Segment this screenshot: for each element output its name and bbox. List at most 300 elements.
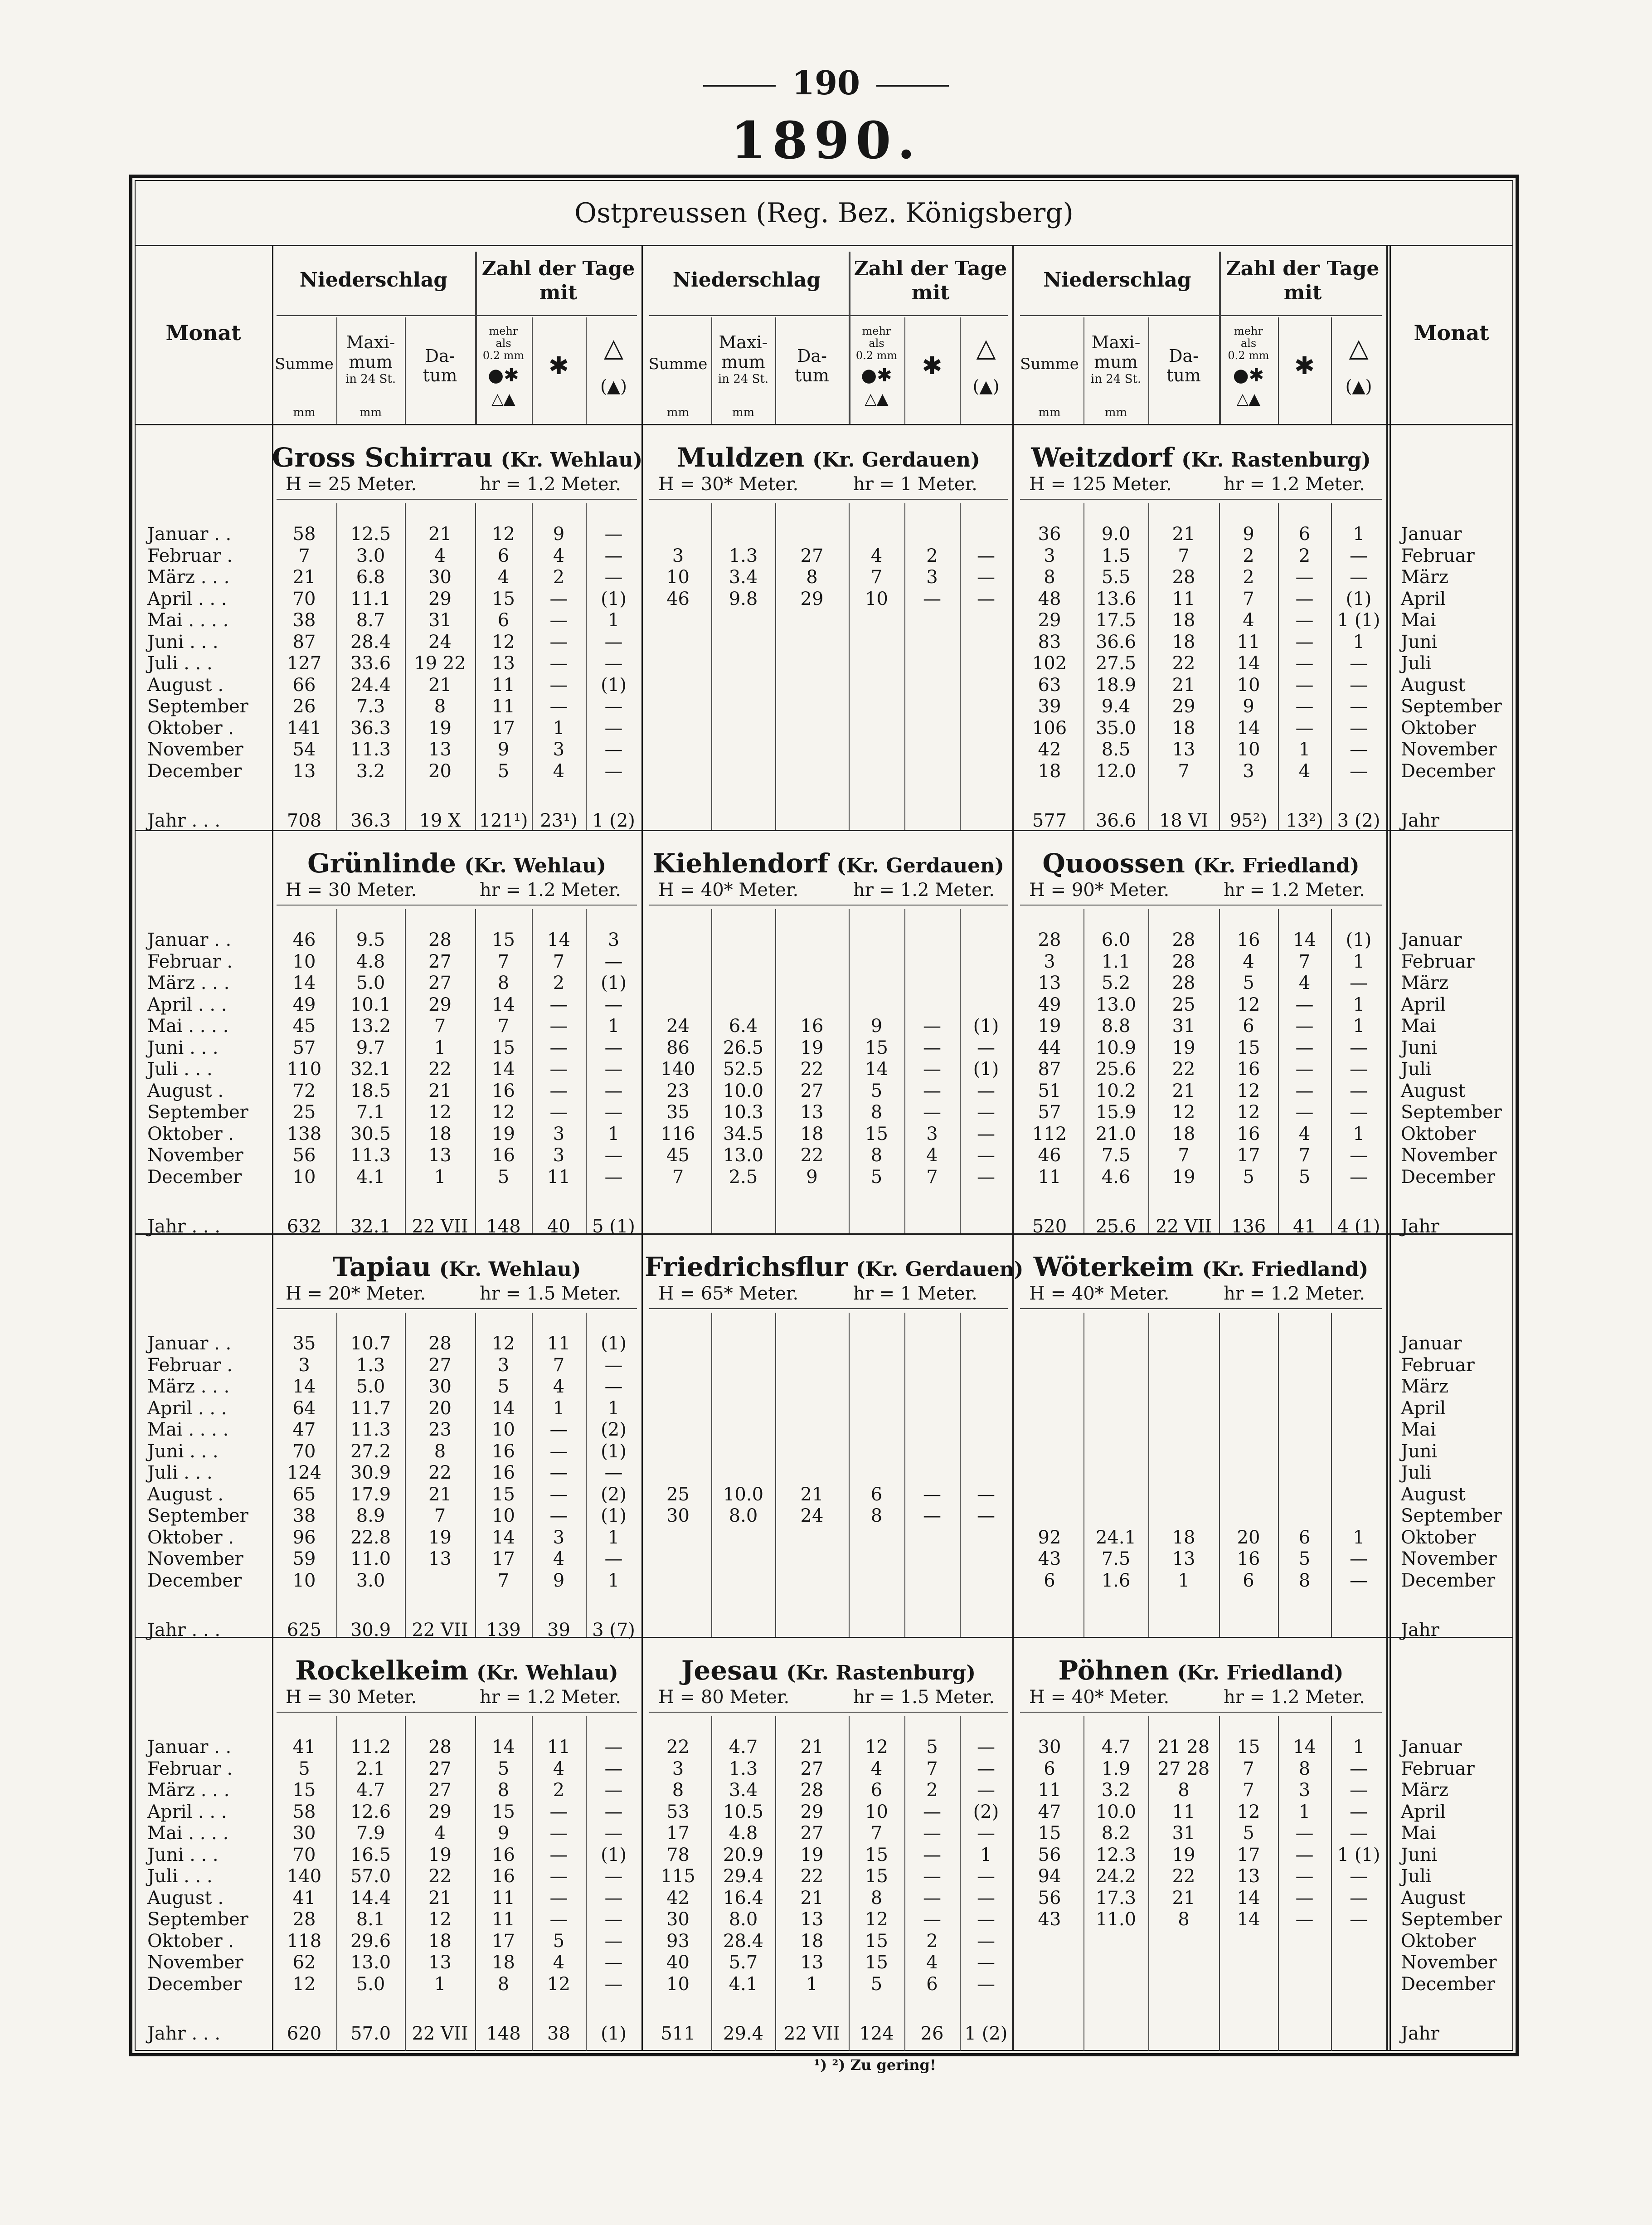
table-cell: — bbox=[604, 524, 623, 545]
mehr-als-1: mehr bbox=[1234, 325, 1263, 337]
table-cell: 5 bbox=[553, 1930, 565, 1952]
station-title bbox=[645, 1655, 1012, 1686]
station-height: H = 80 Meter. bbox=[658, 1687, 790, 1708]
month-label-right: September bbox=[1401, 1909, 1502, 1930]
month-label: Februar . bbox=[147, 1758, 233, 1779]
table-cell: (1) bbox=[601, 973, 627, 993]
monat-header-right: Monat bbox=[1414, 321, 1489, 345]
table-cell: 14 bbox=[492, 1397, 515, 1419]
data-col-line bbox=[960, 1313, 961, 1637]
table-cell: 12 bbox=[492, 631, 515, 652]
station-title bbox=[272, 1251, 641, 1282]
table-cell: — bbox=[977, 1973, 995, 1995]
month-label-right: Juni bbox=[1401, 1844, 1438, 1865]
jahr-cell: 22 VII bbox=[412, 1216, 468, 1237]
table-cell: 6 bbox=[926, 1973, 938, 1995]
table-cell: 8 bbox=[1298, 1758, 1311, 1779]
table-cell: (1) bbox=[973, 1016, 999, 1037]
table-cell: 21 bbox=[428, 1887, 452, 1909]
jahr-label: Jahr . . . bbox=[147, 1216, 221, 1237]
table-cell: 45 bbox=[292, 1016, 316, 1037]
table-cell: 22 bbox=[428, 1059, 452, 1080]
table-cell: 15 bbox=[865, 1930, 888, 1952]
table-cell: 3 bbox=[553, 1527, 565, 1548]
month-label: Februar . bbox=[147, 1354, 233, 1376]
table-cell: 27.2 bbox=[350, 1441, 391, 1462]
table-cell: 15 bbox=[865, 1123, 888, 1144]
station-title bbox=[272, 848, 641, 879]
month-label-right: Mai bbox=[1401, 610, 1436, 631]
table-cell: — bbox=[977, 1737, 995, 1758]
table-cell: 7.5 bbox=[1101, 1548, 1131, 1569]
table-cell: 58 bbox=[292, 524, 316, 545]
zahl-tage-header: Zahl der Tage bbox=[1226, 257, 1380, 280]
jahr-cell: 30.9 bbox=[350, 1620, 391, 1641]
table-cell: 13 bbox=[428, 1952, 452, 1973]
table-cell: 5 bbox=[870, 1973, 883, 1995]
zahl-tage-header-mit: mit bbox=[911, 281, 950, 304]
table-cell: — bbox=[923, 1037, 941, 1058]
table-cell: 29 bbox=[428, 994, 452, 1015]
jahr-cell: 121¹) bbox=[479, 810, 528, 831]
station-subheader-line bbox=[277, 499, 637, 500]
table-cell: — bbox=[1295, 1866, 1314, 1887]
month-label: Juli . . . bbox=[147, 653, 213, 674]
table-cell: 3 bbox=[926, 1123, 938, 1144]
table-cell: 6 bbox=[1243, 1570, 1254, 1591]
table-cell: 8 bbox=[1178, 1780, 1190, 1801]
table-cell: 8 bbox=[870, 1145, 883, 1166]
table-cell: 8 bbox=[1044, 567, 1055, 588]
table-cell: 12.3 bbox=[1095, 1844, 1137, 1865]
table-cell: 13 bbox=[1237, 1866, 1260, 1887]
table-cell: (1) bbox=[601, 1505, 627, 1526]
table-cell: 17 bbox=[492, 717, 515, 739]
month-label: April . . . bbox=[147, 1397, 227, 1419]
table-cell: 14 bbox=[1237, 1887, 1260, 1909]
table-cell: 8.2 bbox=[1101, 1823, 1131, 1844]
table-cell: — bbox=[1350, 1080, 1368, 1101]
month-label-right: Februar bbox=[1401, 545, 1475, 566]
table-cell: 19 bbox=[1172, 1844, 1195, 1865]
table-cell: — bbox=[977, 1758, 995, 1779]
table-cell: 1 bbox=[806, 1973, 818, 1995]
table-cell: 8.1 bbox=[356, 1909, 385, 1930]
gauge-height: hr = 1.2 Meter. bbox=[480, 1687, 621, 1708]
table-cell: 14 bbox=[292, 1376, 316, 1397]
table-cell: — bbox=[549, 1037, 568, 1058]
table-cell: 6.8 bbox=[356, 567, 385, 588]
jahr-cell: 708 bbox=[287, 810, 322, 831]
table-cell: 18.5 bbox=[350, 1080, 391, 1101]
block-end-line-3 bbox=[1386, 245, 1388, 2051]
table-cell: 7 bbox=[298, 545, 310, 566]
table-cell: 12 bbox=[1172, 1102, 1195, 1123]
table-cell: 17 bbox=[492, 1930, 515, 1952]
table-cell: 3 bbox=[553, 1145, 565, 1166]
month-label-right: September bbox=[1401, 1505, 1502, 1526]
table-cell: 20 bbox=[1237, 1527, 1260, 1548]
maximum-header-3: in 24 St. bbox=[1090, 372, 1142, 386]
mehr-als-2: als bbox=[496, 337, 511, 350]
table-cell: 13 bbox=[1038, 973, 1061, 993]
table-cell: 5 bbox=[497, 1166, 510, 1188]
month-label-right: Mai bbox=[1401, 1823, 1436, 1844]
table-cell: 8 bbox=[672, 1780, 684, 1801]
block-end-line-1 bbox=[641, 245, 643, 2051]
table-cell: — bbox=[549, 588, 568, 609]
table-cell: 8 bbox=[1178, 1909, 1190, 1930]
table-cell: — bbox=[1350, 717, 1368, 739]
table-cell: 9 bbox=[1243, 524, 1254, 545]
jahr-label: Jahr . . . bbox=[147, 810, 221, 831]
table-cell: 19 bbox=[1172, 1037, 1195, 1058]
table-cell: 10 bbox=[292, 951, 316, 972]
table-cell: 1 bbox=[1353, 631, 1365, 652]
table-cell: 4 bbox=[553, 1758, 565, 1779]
month-label: Oktober . bbox=[147, 717, 234, 739]
table-cell: 9 bbox=[1243, 696, 1254, 717]
table-cell: — bbox=[923, 1102, 941, 1123]
table-cell: — bbox=[1350, 696, 1368, 717]
table-cell: — bbox=[604, 760, 623, 782]
month-label-right: August bbox=[1401, 1080, 1466, 1101]
jahr-cell: 22 VII bbox=[412, 2023, 468, 2044]
station-subheader-line bbox=[649, 1712, 1008, 1713]
table-cell: — bbox=[1350, 653, 1368, 674]
table-cell: — bbox=[604, 1462, 623, 1483]
month-label-right: November bbox=[1401, 1548, 1497, 1569]
table-cell: — bbox=[549, 994, 568, 1015]
table-cell: 24.2 bbox=[1095, 1866, 1137, 1887]
table-cell: 13 bbox=[1172, 739, 1195, 760]
table-cell: 16 bbox=[492, 1844, 515, 1865]
table-cell: 118 bbox=[287, 1930, 322, 1952]
table-cell: 8.0 bbox=[729, 1909, 758, 1930]
table-cell: 14 bbox=[292, 973, 316, 993]
table-cell: — bbox=[1295, 1887, 1314, 1909]
gauge-height: hr = 1.2 Meter. bbox=[853, 880, 995, 901]
table-cell: 59 bbox=[292, 1548, 316, 1569]
unit-mm: mm bbox=[666, 406, 690, 419]
table-cell: — bbox=[604, 696, 623, 717]
region-divider bbox=[135, 245, 1513, 246]
table-cell: — bbox=[1295, 994, 1314, 1015]
table-cell: 14 bbox=[492, 1059, 515, 1080]
table-cell: 8.5 bbox=[1101, 739, 1131, 760]
unit-mm: mm bbox=[732, 406, 755, 419]
table-cell: 21 bbox=[428, 524, 452, 545]
table-cell: (1) bbox=[601, 588, 627, 609]
niederschlag-header: Niederschlag bbox=[672, 268, 821, 292]
datum-header-1: Da- bbox=[797, 346, 827, 366]
table-cell: 7 bbox=[1178, 545, 1190, 566]
station-name: Kiehlendorf bbox=[652, 848, 829, 879]
hail-icon: △▲ bbox=[1236, 390, 1261, 408]
table-cell: 28 bbox=[800, 1780, 824, 1801]
table-cell: 18 bbox=[428, 1123, 452, 1144]
month-label-right: December bbox=[1401, 1166, 1496, 1188]
table-cell: 20 bbox=[428, 1397, 452, 1419]
table-cell: 3 bbox=[1298, 1780, 1311, 1801]
table-cell: 9.0 bbox=[1101, 524, 1131, 545]
table-cell: 14 bbox=[1237, 653, 1260, 674]
table-cell: 8 bbox=[497, 1973, 510, 1995]
month-label: April . . . bbox=[147, 588, 227, 609]
table-cell: — bbox=[923, 1866, 941, 1887]
table-cell: 7 bbox=[497, 1570, 510, 1591]
table-cell: — bbox=[604, 1930, 623, 1952]
table-cell: 1.3 bbox=[356, 1354, 385, 1376]
table-cell: — bbox=[1295, 1037, 1314, 1058]
station-name: Friedrichsflur bbox=[645, 1251, 848, 1282]
zahl-tage-header: Zahl der Tage bbox=[854, 257, 1007, 280]
month-label: April . . . bbox=[147, 1801, 227, 1822]
table-cell: 8 bbox=[806, 567, 818, 588]
table-cell: 110 bbox=[287, 1059, 322, 1080]
table-cell: 4 bbox=[1243, 951, 1254, 972]
table-cell: — bbox=[604, 1866, 623, 1887]
table-cell: — bbox=[549, 610, 568, 631]
station-name: Rockelkeim bbox=[295, 1655, 469, 1686]
table-cell: 27 bbox=[800, 545, 824, 566]
table-cell: 18.9 bbox=[1095, 674, 1137, 696]
jahr-cell: 632 bbox=[287, 1216, 322, 1237]
table-cell: 11.0 bbox=[1095, 1909, 1137, 1930]
table-cell: 13.0 bbox=[723, 1145, 764, 1166]
table-cell: 15 bbox=[865, 1866, 888, 1887]
table-cell: 3.2 bbox=[1101, 1780, 1131, 1801]
table-cell: — bbox=[1350, 1909, 1368, 1930]
jahr-cell: 625 bbox=[287, 1620, 322, 1641]
month-label: Oktober . bbox=[147, 1123, 234, 1144]
table-cell: 66 bbox=[292, 674, 316, 696]
table-cell: 70 bbox=[292, 588, 316, 609]
table-cell: — bbox=[977, 1887, 995, 1909]
gauge-height: hr = 1.2 Meter. bbox=[480, 880, 621, 901]
table-cell: 4 bbox=[1243, 610, 1254, 631]
table-cell: 13 bbox=[492, 653, 515, 674]
table-cell: 9 bbox=[553, 524, 565, 545]
station-name: Gross Schirrau bbox=[272, 442, 493, 473]
table-cell: 14 bbox=[1293, 930, 1316, 950]
table-cell: 3.2 bbox=[356, 760, 385, 782]
maximum-header-1: Maxi- bbox=[346, 332, 395, 352]
table-cell: — bbox=[1350, 1887, 1368, 1909]
table-cell: 14 bbox=[492, 1737, 515, 1758]
block-end-line-2 bbox=[1012, 245, 1014, 2051]
jahr-cell: 57.0 bbox=[350, 2023, 391, 2044]
month-label: März . . . bbox=[147, 1376, 230, 1397]
table-cell: 29 bbox=[1038, 610, 1061, 631]
table-cell: (1) bbox=[973, 1059, 999, 1080]
table-cell: 15 bbox=[492, 1801, 515, 1822]
table-cell: 8 bbox=[497, 1780, 510, 1801]
table-cell: — bbox=[1350, 1758, 1368, 1779]
table-cell: — bbox=[977, 1866, 995, 1887]
month-label: Juli . . . bbox=[147, 1866, 213, 1887]
table-cell: 56 bbox=[1038, 1844, 1061, 1865]
table-cell: 1 bbox=[434, 1037, 446, 1058]
table-cell: 21 bbox=[428, 674, 452, 696]
table-cell: 4.7 bbox=[1101, 1737, 1131, 1758]
station-name: Muldzen bbox=[677, 442, 805, 473]
table-cell: 21 bbox=[800, 1887, 824, 1909]
jahr-cell: 18 VI bbox=[1159, 810, 1209, 831]
table-cell: — bbox=[1350, 1823, 1368, 1844]
hail-icon: △▲ bbox=[491, 390, 515, 408]
table-cell: 12 bbox=[428, 1102, 452, 1123]
table-cell: 4 bbox=[1298, 760, 1311, 782]
table-cell: 2 bbox=[1243, 545, 1254, 566]
table-cell: 102 bbox=[1032, 653, 1067, 674]
station-height: H = 25 Meter. bbox=[286, 474, 417, 495]
table-cell: 13 bbox=[428, 739, 452, 760]
table-cell: — bbox=[604, 1823, 623, 1844]
table-cell: 8.7 bbox=[356, 610, 385, 631]
month-label: März . . . bbox=[147, 1780, 230, 1801]
table-cell: 7 bbox=[1178, 760, 1190, 782]
table-cell: (1) bbox=[601, 674, 627, 696]
jahr-cell: 511 bbox=[661, 2023, 695, 2044]
table-cell: 11 bbox=[547, 1166, 570, 1188]
month-label-right: August bbox=[1401, 1484, 1466, 1505]
month-label: September bbox=[147, 1505, 248, 1526]
maximum-header-2: mum bbox=[349, 352, 393, 372]
table-cell: 49 bbox=[292, 994, 316, 1015]
station-kreis: (Kr. Gerdauen) bbox=[812, 448, 980, 472]
table-cell: 4.7 bbox=[356, 1780, 385, 1801]
table-cell: 14 bbox=[492, 994, 515, 1015]
month-label: Mai . . . . bbox=[147, 1419, 229, 1440]
month-label-right: Oktober bbox=[1401, 1930, 1476, 1952]
table-cell: 4 bbox=[870, 1758, 883, 1779]
table-cell: 18 bbox=[1038, 760, 1061, 782]
mehr-als-2: als bbox=[1240, 337, 1257, 350]
table-cell: 3 bbox=[1243, 760, 1254, 782]
table-cell: 64 bbox=[292, 1397, 316, 1419]
table-cell: 2 bbox=[553, 973, 565, 993]
table-cell: — bbox=[923, 1059, 941, 1080]
table-cell: 57 bbox=[1038, 1102, 1061, 1123]
jahr-label: Jahr . . . bbox=[147, 1620, 221, 1641]
table-cell: 21 bbox=[292, 567, 316, 588]
month-label-right: November bbox=[1401, 739, 1497, 760]
jahr-cell: 36.3 bbox=[350, 810, 391, 831]
station-subheader-line bbox=[649, 499, 1008, 500]
station-kreis: (Kr. Wehlau) bbox=[500, 448, 643, 472]
table-cell: — bbox=[549, 1016, 568, 1037]
table-cell: 11.3 bbox=[350, 739, 391, 760]
rain-snow-icon: ●✱ bbox=[488, 365, 519, 386]
table-cell: — bbox=[1295, 610, 1314, 631]
summe-header: Summe bbox=[648, 355, 708, 373]
table-cell: 28.4 bbox=[723, 1930, 764, 1952]
table-cell: 7.5 bbox=[1101, 1145, 1131, 1166]
table-cell: — bbox=[604, 951, 623, 972]
station-title bbox=[645, 1251, 1024, 1282]
table-cell: 6 bbox=[1298, 1527, 1311, 1548]
month-label: September bbox=[147, 1909, 248, 1930]
table-cell: 22 bbox=[1172, 1059, 1195, 1080]
table-cell: 16.5 bbox=[350, 1844, 391, 1865]
month-label: Juni . . . bbox=[147, 1844, 219, 1865]
table-cell: — bbox=[923, 1801, 941, 1822]
hail-triangle-icon: △ bbox=[976, 333, 996, 363]
jahr-cell: 19 X bbox=[419, 810, 461, 831]
month-label-right: Juli bbox=[1401, 1462, 1432, 1483]
station-kreis: (Kr. Rastenburg) bbox=[786, 1661, 976, 1685]
month-label-right: Oktober bbox=[1401, 717, 1476, 739]
month-label: Januar . . bbox=[147, 1333, 232, 1354]
table-cell: 17 bbox=[1237, 1145, 1260, 1166]
table-cell: 15 bbox=[492, 930, 515, 950]
table-cell: 96 bbox=[292, 1527, 316, 1548]
table-cell: — bbox=[1350, 760, 1368, 782]
station-kreis: (Kr. Friedland) bbox=[1193, 854, 1360, 877]
datum-header-2: tum bbox=[795, 365, 829, 385]
month-label: August . bbox=[147, 1484, 224, 1505]
table-cell: 1 bbox=[607, 1570, 620, 1591]
jahr-cell: 22 VII bbox=[1155, 1216, 1212, 1237]
table-cell: 8.8 bbox=[1101, 1016, 1131, 1037]
table-cell: 30 bbox=[292, 1823, 316, 1844]
table-cell: 28 bbox=[292, 1909, 316, 1930]
table-cell: 11.3 bbox=[350, 1145, 391, 1166]
station-height: H = 65* Meter. bbox=[658, 1283, 799, 1304]
table-cell: (2) bbox=[601, 1484, 627, 1505]
table-cell: 13 bbox=[800, 1952, 824, 1973]
table-cell: 1.3 bbox=[729, 1758, 758, 1779]
table-cell: — bbox=[977, 1037, 995, 1058]
table-cell: 16 bbox=[492, 1080, 515, 1101]
table-cell: 1 bbox=[607, 1397, 620, 1419]
table-cell: 10.2 bbox=[1095, 1080, 1137, 1101]
table-cell: 1.6 bbox=[1101, 1570, 1131, 1591]
table-cell: 16 bbox=[1237, 1548, 1260, 1569]
table-cell: — bbox=[1350, 1166, 1368, 1188]
table-cell: 7 bbox=[434, 1016, 446, 1037]
table-cell: — bbox=[977, 1145, 995, 1166]
table-cell: — bbox=[604, 1145, 623, 1166]
unit-mm: mm bbox=[1038, 406, 1061, 419]
niederschlag-header: Niederschlag bbox=[299, 268, 448, 292]
table-cell: 1.1 bbox=[1101, 951, 1131, 972]
table-cell: — bbox=[977, 1930, 995, 1952]
gauge-height: hr = 1.2 Meter. bbox=[1224, 880, 1365, 901]
table-cell: 1 bbox=[434, 1973, 446, 1995]
table-cell: 13.0 bbox=[350, 1952, 391, 1973]
table-cell: — bbox=[604, 631, 623, 652]
table-cell: — bbox=[1350, 973, 1368, 993]
table-cell: 13 bbox=[428, 1145, 452, 1166]
table-cell: 43 bbox=[1038, 1548, 1061, 1569]
table-cell: 5 bbox=[497, 760, 510, 782]
jahr-cell: 139 bbox=[486, 1620, 521, 1641]
table-cell: 4 bbox=[1298, 1123, 1311, 1144]
table-cell: 24 bbox=[666, 1016, 690, 1037]
table-cell: 30 bbox=[1038, 1737, 1061, 1758]
table-cell: 11.7 bbox=[350, 1397, 391, 1419]
table-cell: 15 bbox=[865, 1037, 888, 1058]
jahr-cell: 40 bbox=[547, 1216, 570, 1237]
station-kreis: (Kr. Wehlau) bbox=[476, 1661, 618, 1685]
table-cell: 7 bbox=[553, 951, 565, 972]
table-cell: — bbox=[549, 653, 568, 674]
month-label: Juli . . . bbox=[147, 1059, 213, 1080]
station-title bbox=[272, 1655, 641, 1686]
table-cell: 5 bbox=[497, 1376, 510, 1397]
